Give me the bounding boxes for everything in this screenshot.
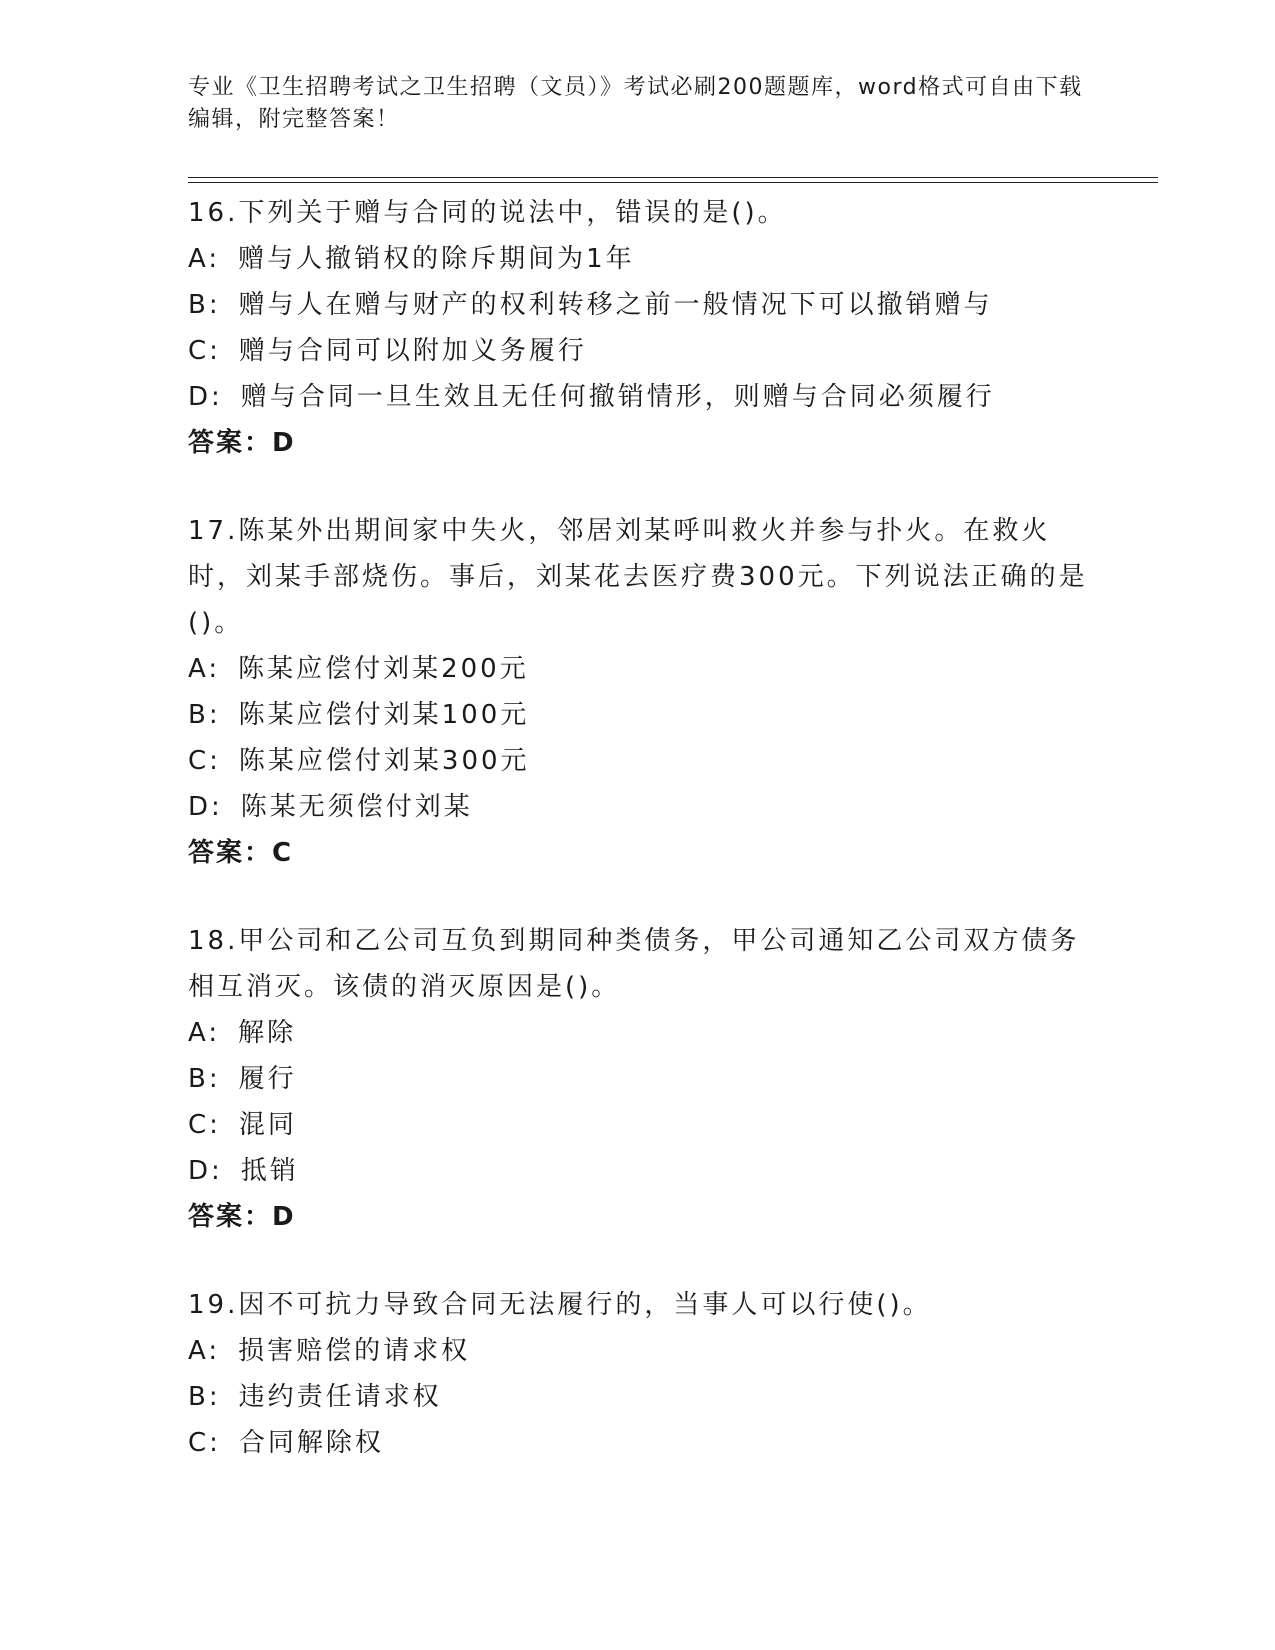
option-letter: B: (188, 1064, 221, 1094)
question-16 (188, 190, 1098, 466)
option-b (188, 1374, 1098, 1420)
option-text: 抵销 (240, 1156, 299, 1186)
option-b (188, 692, 1098, 738)
option-text: 违约责任请求权 (238, 1382, 442, 1412)
option-letter: A: (188, 1018, 221, 1048)
question-stem: 18.甲公司和乙公司互负到期同种类债务，甲公司通知乙公司双方债务相互消灭。该债的消灭原因是()。 (188, 926, 1080, 1002)
answer-line: 答案：C (188, 838, 294, 868)
option-text: 赠与人在赠与财产的权利转移之前一般情况下可以撤销赠与 (238, 290, 993, 320)
option-c (188, 1420, 1098, 1466)
option-text: 陈某应偿付刘某300元 (238, 746, 530, 776)
option-a (188, 236, 1098, 282)
option-letter: A: (188, 654, 221, 684)
option-c (188, 738, 1098, 784)
option-text: 损害赔偿的请求权 (238, 1336, 471, 1366)
answer-line: 答案：D (188, 428, 296, 458)
option-a (188, 1328, 1098, 1374)
option-text: 解除 (238, 1018, 297, 1048)
option-d (188, 374, 1098, 420)
option-d (188, 784, 1098, 830)
option-b (188, 1056, 1098, 1102)
option-letter: B: (188, 700, 221, 730)
option-text: 陈某无须偿付刘某 (240, 792, 473, 822)
option-text: 赠与合同一旦生效且无任何撤销情形，则赠与合同必须履行 (240, 382, 995, 412)
option-letter: C: (188, 746, 221, 776)
option-text: 赠与合同可以附加义务履行 (238, 336, 587, 366)
option-text: 混同 (238, 1110, 297, 1140)
option-a (188, 1010, 1098, 1056)
option-letter: C: (188, 1428, 221, 1458)
option-letter: A: (188, 1336, 221, 1366)
document-header: 专业《卫生招聘考试之卫生招聘（文员）》考试必刷200题题库，word格式可自由下载编辑，附完整答案！ (188, 75, 1083, 132)
header-divider-top (188, 177, 1158, 178)
header-divider-bottom (188, 182, 1158, 183)
question-18 (188, 918, 1098, 1240)
option-letter: C: (188, 336, 221, 366)
option-b (188, 282, 1098, 328)
option-text: 合同解除权 (238, 1428, 384, 1458)
option-text: 履行 (238, 1064, 297, 1094)
question-list (188, 190, 1098, 1508)
option-c (188, 328, 1098, 374)
option-letter: D: (188, 382, 223, 412)
option-c (188, 1102, 1098, 1148)
option-letter: B: (188, 290, 221, 320)
option-letter: B: (188, 1382, 221, 1412)
option-letter: D: (188, 792, 223, 822)
question-17 (188, 508, 1098, 876)
option-text: 赠与人撤销权的除斥期间为1年 (238, 244, 635, 274)
option-a (188, 646, 1098, 692)
option-d (188, 1148, 1098, 1194)
question-19 (188, 1282, 1098, 1466)
question-stem: 19.因不可抗力导致合同无法履行的，当事人可以行使()。 (188, 1290, 932, 1320)
option-text: 陈某应偿付刘某200元 (238, 654, 529, 684)
option-text: 陈某应偿付刘某100元 (238, 700, 530, 730)
option-letter: A: (188, 244, 221, 274)
question-stem: 16.下列关于赠与合同的说法中，错误的是()。 (188, 198, 787, 228)
option-letter: D: (188, 1156, 223, 1186)
answer-line: 答案：D (188, 1202, 296, 1232)
question-stem: 17.陈某外出期间家中失火，邻居刘某呼叫救火并参与扑火。在救火时，刘某手部烧伤。事后，刘某花去医疗费300元。下列说法正确的是()。 (188, 516, 1088, 638)
option-letter: C: (188, 1110, 221, 1140)
